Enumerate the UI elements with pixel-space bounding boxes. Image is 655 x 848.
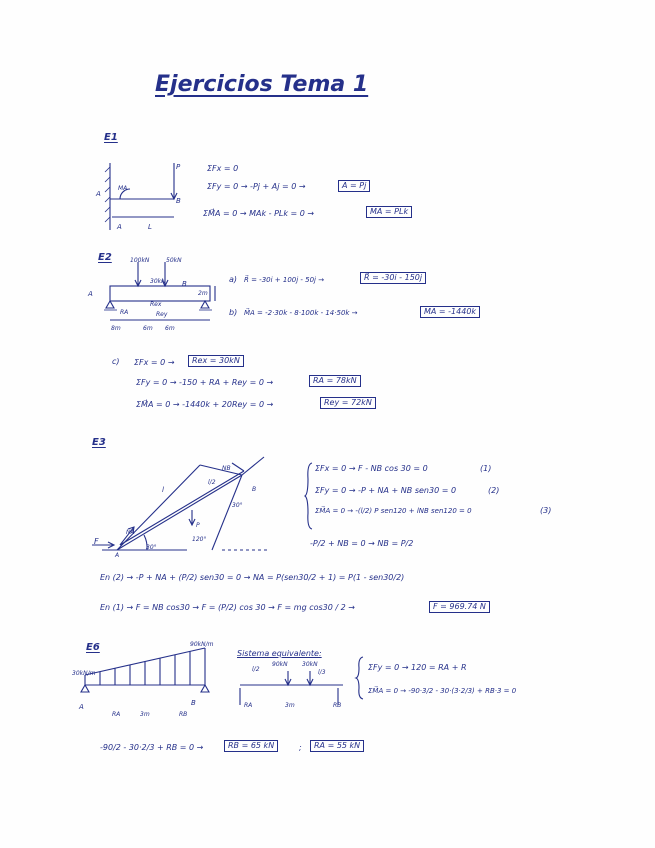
e2-fig-a: A	[88, 290, 93, 298]
e6-fig-rb: RB	[179, 711, 188, 718]
e2-label: E2	[98, 252, 112, 263]
e3-eq4: -P/2 + NB = 0 → NB = P/2	[310, 539, 414, 548]
e2-c-eq1: ΣFx = 0 →	[134, 358, 175, 367]
e2-c-result3: Rey = 72kN	[320, 397, 376, 409]
e3-eq1: ΣFx = 0 → F - NB cos 30 = 0	[315, 464, 428, 473]
e3-fig-nb: NB	[222, 465, 231, 472]
e1-fig-a2: A	[117, 223, 122, 231]
e2-a-prefix: a)	[229, 275, 238, 284]
e6-fig-a: A	[79, 703, 84, 711]
e2-fig-rex: Rex	[150, 301, 162, 308]
e6-eq3: -90/2 - 30·2/3 + RB = 0 →	[100, 743, 204, 752]
e3-eq6: En (1) → F = NB cos30 → F = (P/2) cos 30 → F = mg cos30 / 2 →	[100, 603, 355, 612]
e2-fig-rey: Rey	[156, 311, 168, 318]
e6-fig-len: 3m	[140, 711, 150, 718]
e3-eq2-num: (2)	[488, 486, 500, 495]
e2-c-prefix: c)	[112, 357, 120, 366]
e1-eq3: ΣM⃗A = 0 → MAk - PLk = 0 →	[203, 209, 315, 218]
e6-eq-fig-ra: RA	[244, 702, 253, 709]
e6-eq-fig-f1: 90kN	[272, 661, 288, 668]
e6-eq-fig-f2: 30kN	[302, 661, 318, 668]
e1-label: E1	[104, 132, 118, 143]
e3-eq5: En (2) → -P + NA + (P/2) sen30 = 0 → NA = P(sen30/2 + 1) = P(1 - sen30/2)	[100, 573, 405, 582]
e6-system-brace	[356, 656, 364, 700]
e6-result-ra: RA = 55 kN	[310, 740, 364, 752]
e3-fig-p: P	[196, 522, 200, 529]
e2-c-eq2: ΣFy = 0 → -150 + RA + Rey = 0 →	[136, 378, 274, 387]
e3-eq2: ΣFy = 0 → -P + NA + NB sen30 = 0	[315, 486, 457, 495]
e2-fig-d2: 6m	[143, 325, 153, 332]
e2-c-eq3: ΣM⃗A = 0 → -1440k + 20Rey = 0 →	[136, 400, 274, 409]
e3-eq1-num: (1)	[480, 464, 492, 473]
e3-system-brace	[305, 462, 313, 530]
e6-fig-q2: 90kN/m	[190, 641, 214, 648]
e1-fig-ma: MA	[118, 185, 128, 192]
e3-result-f: F = 969.74 N	[429, 601, 490, 613]
e3-fig-b: B	[252, 486, 257, 493]
e1-eq2: ΣFy = 0 → -Pj + Aj = 0 →	[207, 182, 306, 191]
e2-fig-f2: 50kN	[166, 257, 182, 264]
e3-fig-ang3: 30°	[232, 502, 243, 509]
e6-eq-fig-rb: RB	[333, 702, 342, 709]
e2-b-eq: M⃗A = -2·30k - 8·100k - 14·50k →	[244, 309, 358, 317]
e2-a-eq: R⃗ = -30i + 100j - 50j →	[244, 276, 325, 284]
e2-c-result1: Rex = 30kN	[188, 355, 244, 367]
e6-eq-fig-x2: l/3	[318, 669, 326, 676]
e2-c-result2: RA = 78kN	[309, 375, 361, 387]
e1-fig-b: B	[176, 197, 181, 205]
e6-eq-fig-x1: l/2	[252, 666, 260, 673]
e2-fig-d3: 6m	[165, 325, 175, 332]
e6-fig-b: B	[191, 699, 196, 707]
e6-eq1: ΣFy = 0 → 120 = RA + R	[368, 663, 467, 672]
e6-label: E6	[86, 642, 100, 653]
e2-fig-h: 2m	[198, 290, 208, 297]
e3-eq3-num: (3)	[540, 506, 552, 515]
e6-eq2: ΣM⃗A = 0 → -90·3/2 - 30·(3·2/3) + RB·3 = 0	[368, 687, 517, 695]
e6-eq-fig-len: 3m	[285, 702, 295, 709]
e3-fig-l2: l/2	[208, 479, 216, 486]
e3-fig-ang2: 120°	[192, 536, 207, 543]
e2-fig-f1: 100kN	[130, 257, 150, 264]
e6-fig-q1: 30kN/m	[72, 670, 96, 677]
e6-fig-ra: RA	[112, 711, 121, 718]
e3-fig-f: F	[94, 537, 99, 546]
e1-fig-l: L	[148, 223, 152, 231]
e1-eq1: ΣFx = 0	[207, 164, 239, 173]
e3-fig-l: l	[162, 486, 164, 494]
e3-label: E3	[92, 437, 106, 448]
e1-result-ma: MA = PLk	[366, 206, 412, 218]
e6-separator: ;	[299, 743, 302, 752]
e2-a-result: R⃗ = -30i - 150j	[360, 272, 426, 284]
e2-b-prefix: b)	[229, 308, 238, 317]
e3-fig-na: NA	[126, 529, 135, 536]
e3-fig-ang1: 30°	[146, 544, 157, 551]
e2-fig-b: B	[182, 280, 187, 288]
e1-fig-a: A	[96, 190, 101, 198]
e6-subtitle: Sistema equivalente:	[237, 649, 322, 658]
e3-figure	[92, 455, 272, 555]
e1-fig-p: P	[176, 163, 181, 171]
page-title: Ejercicios Tema 1	[155, 72, 369, 97]
e3-eq3: ΣM⃗A = 0 → -(l/2) P sen120 + lNB sen120 = 0	[315, 507, 472, 515]
e3-fig-a: A	[115, 552, 120, 559]
e2-fig-f3: 30kN	[150, 278, 166, 285]
e6-result-rb: RB = 65 kN	[224, 740, 278, 752]
e2-fig-d1: 8m	[111, 325, 121, 332]
e2-fig-ra: RA	[120, 309, 129, 316]
e6-figure	[75, 640, 215, 720]
e1-result-a: A = Pj	[338, 180, 370, 192]
e2-b-result: MA = -1440k	[420, 306, 480, 318]
